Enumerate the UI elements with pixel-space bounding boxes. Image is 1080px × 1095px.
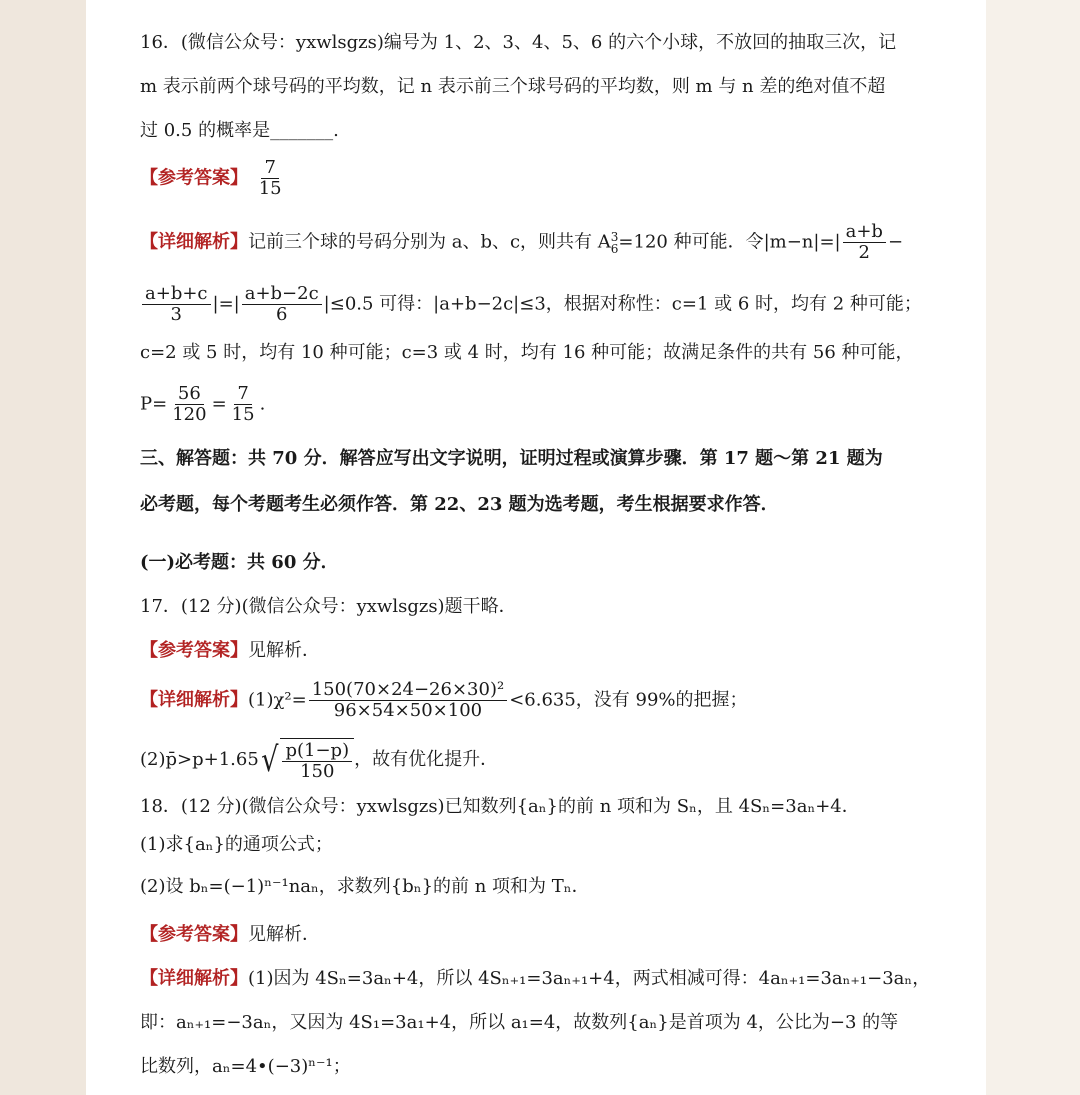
q17-analysis-part-2: (2)p̄>p+1.65 √ $\frac{p(1-p)}{150}$ ，故有优化提升． — [140, 740, 499, 782]
section3-sub: (一)必考题：共 60 分． — [140, 552, 339, 573]
q16-analysis-line-2: $\frac{a+b+c}{3}$ |=| $\frac{a+b-2c}{6}$ |≤0.5 可得：|a+b−2c|≤3，根据对称性：c=1 或 6 时，均有 2 种可能； — [140, 284, 922, 325]
answer-fraction: $\frac{7}{15}$ — [258, 157, 282, 199]
q16-analysis-line-1: 【详细解析】记前三个球的号码分别为 a、b、c，则共有 A 3 6 =120 种可能．令|m−n|=| $\frac{a+b}{2}$ − — [140, 221, 904, 263]
q18-part-2: (2)设 bₙ=(−1)ⁿ⁻¹naₙ，求数列{bₙ}的前 n 项和为 Tₙ． — [140, 876, 590, 897]
q18-part-1: (1)求{aₙ}的通项公式； — [140, 834, 333, 855]
q16-line-2: m 表示前两个球号码的平均数，记 n 表示前三个球号码的平均数，则 m 与 n 差的绝对值不超 — [140, 76, 886, 97]
answer-tag: 【参考答案】 — [140, 167, 248, 189]
q18-title: 18．(12 分)(微信公众号：yxwlsgzs)已知数列{aₙ}的前 n 项和为 Sₙ，且 4Sₙ=3aₙ+4． — [140, 796, 860, 817]
q16-analysis-line-3: c=2 或 5 时，均有 10 种可能；c=3 或 4 时，均有 16 种可能；故满足条件的共有 56 种可能， — [140, 342, 914, 363]
q16-line-1: 16．(微信公众号：yxwlsgzs)编号为 1、2、3、4、5、6 的六个小球，不放回的抽取三次，记 — [140, 32, 897, 53]
analysis-tag: 【详细解析】 — [140, 231, 248, 253]
q16-analysis-line-4: P= $\frac{56}{120}$ = $\frac{7}{15}$ . — [140, 383, 266, 425]
section3-line-2: 必考题，每个考题考生必须作答．第 22、23 题为选考题，考生根据要求作答． — [140, 494, 779, 515]
page-margin-left — [0, 0, 86, 1095]
q17-title: 17．(12 分)(微信公众号：yxwlsgzs)题干略． — [140, 596, 517, 617]
section3-line-1: 三、解答题：共 70 分．解答应写出文字说明，证明过程或演算步骤．第 17 题～第 21 题为 — [140, 448, 883, 469]
q18-analysis-line-3: 比数列，aₙ=4•(−3)ⁿ⁻¹； — [140, 1056, 351, 1077]
q18-answer: 【参考答案】见解析． — [140, 924, 320, 945]
q17-answer: 【参考答案】见解析． — [140, 640, 320, 661]
q16-answer — [140, 158, 287, 199]
q18-analysis-line-2: 即：aₙ₊₁=−3aₙ，又因为 4S₁=3a₁+4，所以 a₁=4，故数列{aₙ}是首项为 4，公比为−3 的等 — [140, 1012, 899, 1033]
page-margin-right — [986, 0, 1080, 1095]
q16-line-3: 过 0.5 的概率是_______. — [140, 120, 339, 141]
q17-analysis-part-1: 【详细解析】(1)χ²= $\frac{\text{150(70×24−26×30)²}}{96\times 54\times 50\times 100}$ <6.635，没有 99%的把握； — [140, 679, 748, 721]
q18-analysis-line-1: 【详细解析】(1)因为 4Sₙ=3aₙ+4，所以 4Sₙ₊₁=3aₙ₊₁+4，两式相减可得：4aₙ₊₁=3aₙ₊₁−3aₙ， — [140, 968, 931, 989]
